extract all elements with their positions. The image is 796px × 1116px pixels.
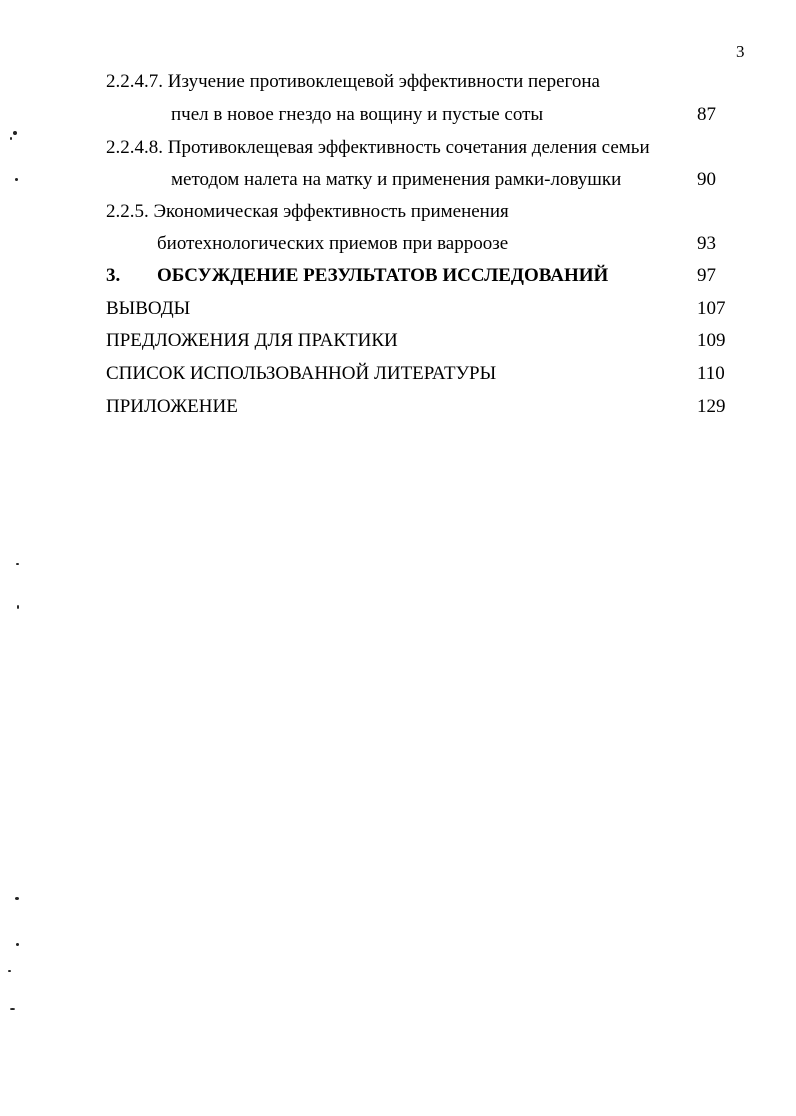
- toc-entry-title-line1: 2.2.5. Экономическая эффективность применения: [106, 201, 509, 222]
- toc-entry-title-line1: 2.2.4.7. Изучение противоклещевой эффективности перегона: [106, 71, 600, 92]
- toc-entry-page: 97: [697, 265, 716, 286]
- toc-entry-page: 110: [697, 363, 725, 384]
- toc-entry-number: 3.: [106, 265, 121, 286]
- scan-speck: [16, 943, 19, 946]
- toc-entry-title-line2: пчел в новое гнездо на вощину и пустые соты: [171, 104, 544, 125]
- toc-entry-title-line2: биотехнологических приемов при варроозе: [157, 233, 509, 254]
- toc-entry-title: ВЫВОДЫ: [106, 298, 191, 319]
- scan-speck: [16, 563, 19, 565]
- scan-speck: [10, 137, 12, 140]
- toc-entry-page: 109: [697, 330, 726, 351]
- toc-entry-page: 87: [697, 104, 716, 125]
- toc-entry-page: 93: [697, 233, 716, 254]
- scan-speck: [15, 178, 18, 181]
- scan-speck: [17, 605, 19, 609]
- toc-entry-page: 107: [697, 298, 726, 319]
- toc-entry-title: ОБСУЖДЕНИЕ РЕЗУЛЬТАТОВ ИССЛЕДОВАНИЙ: [157, 265, 609, 286]
- toc-entry-title: СПИСОК ИСПОЛЬЗОВАННОЙ ЛИТЕРАТУРЫ: [106, 363, 497, 384]
- toc-entry-title-line1: 2.2.4.8. Противоклещевая эффективность сочетания деления семьи: [106, 137, 650, 158]
- page-number: 3: [736, 42, 745, 61]
- scan-speck: [10, 1008, 15, 1010]
- toc-entry-title: ПРЕДЛОЖЕНИЯ ДЛЯ ПРАКТИКИ: [106, 330, 398, 351]
- toc-entry-page: 90: [697, 169, 716, 190]
- scan-speck: [8, 970, 11, 972]
- toc-entry-title-line2: методом налета на матку и применения рамки-ловушки: [171, 169, 622, 190]
- toc-entry-page: 129: [697, 396, 726, 417]
- scan-speck: [15, 897, 19, 900]
- scan-speck: [13, 131, 17, 135]
- toc-entry-title: ПРИЛОЖЕНИЕ: [106, 396, 238, 417]
